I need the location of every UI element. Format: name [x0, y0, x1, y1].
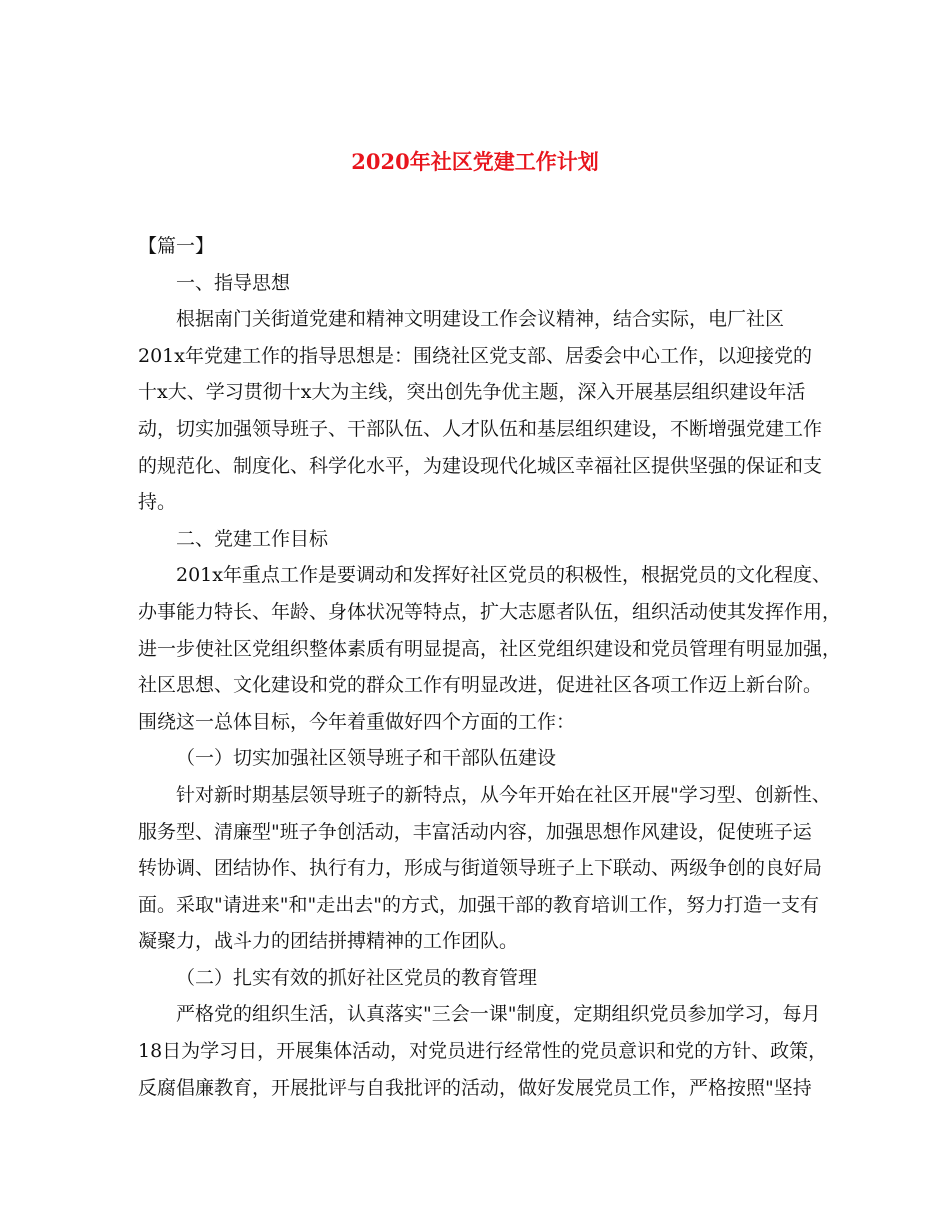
paragraph-line: 严格党的组织生活，认真落实"三会一课"制度，定期组织党员参加学习，每月 — [176, 1003, 821, 1026]
paragraph-line: 反腐倡廉教育，开展批评与自我批评的活动，做好发展党员工作，严格按照"坚持 — [138, 1076, 812, 1099]
section-heading: 二、党建工作目标 — [176, 527, 329, 550]
paragraph-line: 进一步使社区党组织整体素质有明显提高，社区党组织建设和党员管理有明显加强， — [138, 637, 842, 660]
paragraph-line: 的规范化、制度化、科学化水平，为建设现代化城区幸福社区提供坚强的保证和支 — [138, 454, 823, 477]
paragraph-line: 18日为学习日，开展集体活动，对党员进行经常性的党员意识和党的方针、政策， — [138, 1040, 828, 1063]
paragraph-line: 针对新时期基层领导班子的新特点，从今年开始在社区开展"学习型、创新性、 — [176, 783, 831, 806]
paragraph-line: 围绕这一总体目标，今年着重做好四个方面的工作： — [138, 710, 576, 733]
paragraph-line: 转协调、团结协作、执行有力，形成与街道领导班子上下联动、两级争创的良好局 — [138, 857, 823, 880]
paragraph-line: 201x年重点工作是要调动和发挥好社区党员的积极性，根据党员的文化程度、 — [176, 564, 831, 587]
paragraph-line: 办事能力特长、年龄、身体状况等特点，扩大志愿者队伍，组织活动使其发挥作用， — [138, 600, 842, 623]
paragraph-line: 十x大、学习贯彻十x大为主线，突出创先争优主题，深入开展基层组织建设年活 — [138, 381, 806, 404]
subsection-heading: （一）切实加强社区领导班子和干部队伍建设 — [176, 747, 557, 770]
paragraph-line: 动，切实加强领导班子、干部队伍、人才队伍和基层组织建设，不断增强党建工作 — [138, 417, 823, 440]
paragraph-line: 面。采取"请进来"和"走出去"的方式，加强干部的教育培训工作，努力打造一支有 — [138, 893, 819, 916]
subsection-heading: （二）扎实有效的抓好社区党员的教育管理 — [176, 966, 538, 989]
paragraph-line: 201x年党建工作的指导思想是：围绕社区党支部、居委会中心工作，以迎接党的 — [138, 344, 812, 367]
paragraph-line: 社区思想、文化建设和党的群众工作有明显改进，促进社区各项工作迈上新台阶。 — [138, 674, 823, 697]
section-label: 【篇一】 — [138, 235, 215, 257]
document-body — [138, 228, 842, 1106]
document-title: 2020年社区党建工作计划 — [351, 149, 599, 174]
paragraph-line: 凝聚力，战斗力的团结拼搏精神的工作团队。 — [138, 930, 519, 953]
section-heading: 一、指导思想 — [176, 271, 291, 294]
paragraph-line: 持。 — [138, 491, 177, 514]
paragraph-line: 根据南门关街道党建和精神文明建设工作会议精神，结合实际，电厂社区 — [176, 308, 785, 331]
paragraph-line: 服务型、清廉型"班子争创活动，丰富活动内容，加强思想作风建设，促使班子运 — [138, 820, 812, 843]
